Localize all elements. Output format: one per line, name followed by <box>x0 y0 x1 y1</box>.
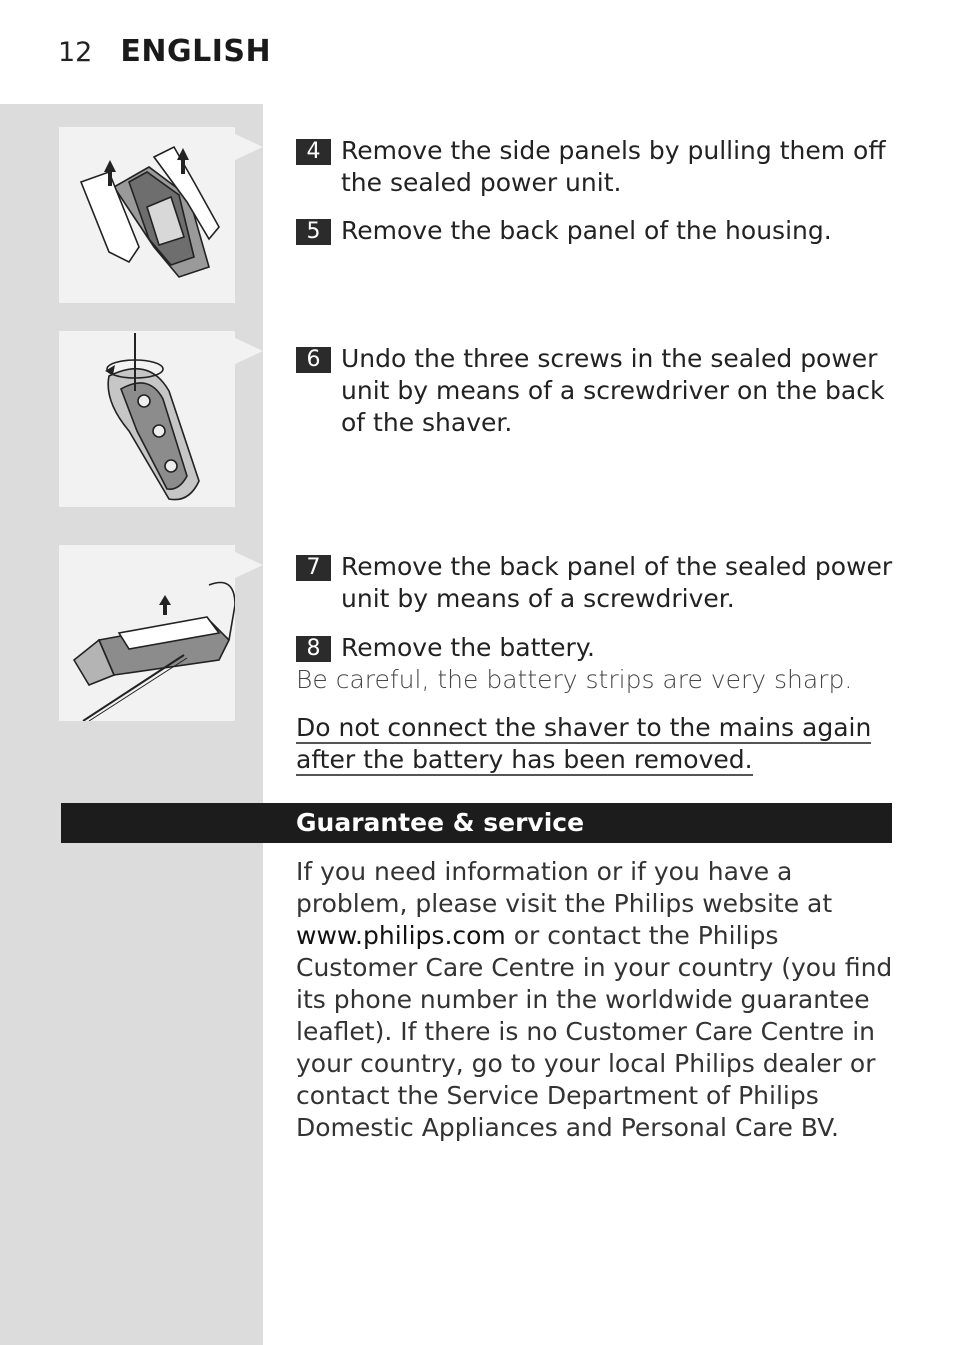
shaver-side-panels-icon <box>59 127 235 303</box>
step-text: Remove the side panels by pulling them off the sealed power unit. <box>341 136 886 197</box>
body-text-start: If you need information or if you have a problem, please visit the Philips website at <box>296 857 833 918</box>
step-7 <box>296 551 896 615</box>
step-8 <box>296 632 896 664</box>
step-number: 8 <box>296 636 331 662</box>
figure-battery <box>59 545 235 721</box>
shaver-screws-icon <box>59 331 235 507</box>
warning-note <box>296 712 896 776</box>
step-text: Remove the back panel of the housing. <box>341 216 832 245</box>
step-text: Remove the battery. <box>341 633 596 662</box>
page-header <box>58 34 271 74</box>
figure-pointer <box>235 552 263 578</box>
philips-website-link[interactable]: www.philips.com <box>296 921 506 950</box>
figure-pointer <box>235 338 263 364</box>
figure-pointer <box>235 134 263 160</box>
guarantee-body <box>296 856 896 1144</box>
section-title: Guarantee & service <box>296 808 585 837</box>
figure-side-panels <box>59 127 235 303</box>
language-title: ENGLISH <box>120 34 272 69</box>
step-number: 7 <box>296 555 331 581</box>
section-heading-bar <box>61 803 892 843</box>
body-text-end: or contact the Philips Customer Care Centre in your country (you find its phone number in the worldwide guarantee leaflet). If there is no Customer Care Centre in your country, go to your local Philips dealer or contact the Service Department of Philips Domestic Appliances and Personal Care BV. <box>296 921 893 1142</box>
figure-screws <box>59 331 235 507</box>
step-5 <box>296 215 896 247</box>
step-number: 6 <box>296 347 331 373</box>
step-4 <box>296 135 896 199</box>
caution-note: Be careful, the battery strips are very sharp. <box>296 665 853 694</box>
warning-text: Do not connect the shaver to the mains again after the battery has been removed. <box>296 713 872 774</box>
step-6 <box>296 343 896 439</box>
step-number: 4 <box>296 139 331 165</box>
step-text: Remove the back panel of the sealed power unit by means of a screwdriver. <box>341 552 893 613</box>
step-text: Undo the three screws in the sealed power unit by means of a screwdriver on the back of the shaver. <box>341 344 885 437</box>
shaver-battery-icon <box>59 545 235 721</box>
step-number: 5 <box>296 219 331 245</box>
page-number: 12 <box>58 37 93 68</box>
